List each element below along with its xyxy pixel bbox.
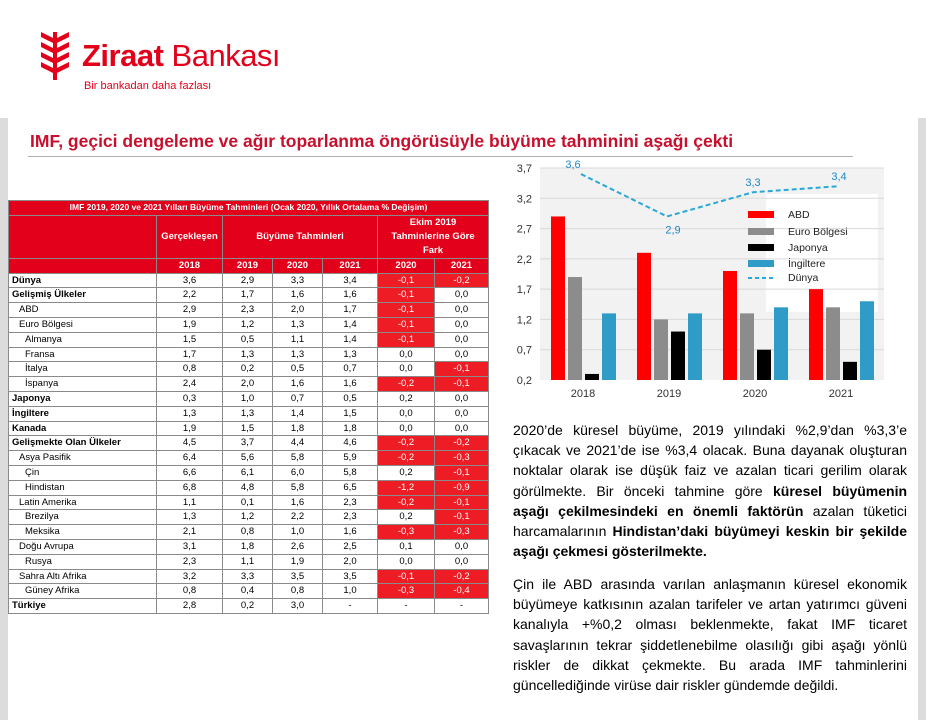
row-value: 0,8 [223, 525, 273, 540]
row-value: 6,4 [157, 451, 223, 466]
row-value: 0,1 [378, 539, 435, 554]
row-value: -0,3 [378, 525, 435, 540]
row-value: 2,0 [223, 377, 273, 392]
row-value: 0,3 [157, 391, 223, 406]
row-label: Euro Bölgesi [9, 317, 157, 332]
growth-bar-chart [496, 158, 896, 410]
row-value: 2,3 [323, 510, 378, 525]
table-row [9, 525, 489, 540]
row-value: 2,9 [157, 303, 223, 318]
bar-abd [723, 271, 737, 380]
row-value: 0,7 [273, 391, 323, 406]
title-divider [28, 156, 853, 157]
row-value: -0,1 [378, 303, 435, 318]
table-row [9, 554, 489, 569]
bar-japonya [671, 332, 685, 380]
row-value: 3,3 [223, 569, 273, 584]
table-corner-cell [9, 215, 157, 258]
row-label: Fransa [9, 347, 157, 362]
table-row [9, 465, 489, 480]
row-value: 1,7 [323, 303, 378, 318]
table-row [9, 347, 489, 362]
row-value: 3,6 [157, 273, 223, 288]
row-value: -0,1 [378, 288, 435, 303]
table-caption: IMF 2019, 2020 ve 2021 Yılları Büyüme Tahminleri (Ocak 2020, Yıllık Ortalama % Değişim) [9, 201, 489, 216]
bar-i̇ngiltere [602, 313, 616, 380]
row-value: 1,7 [223, 288, 273, 303]
table-row [9, 584, 489, 599]
bar-abd [637, 253, 651, 380]
row-value: 1,1 [273, 332, 323, 347]
row-value: - [378, 599, 435, 614]
row-value: 0,0 [435, 347, 489, 362]
row-label: Brezilya [9, 510, 157, 525]
row-value: 1,3 [223, 347, 273, 362]
row-value: 3,0 [273, 599, 323, 614]
row-value: -0,2 [435, 273, 489, 288]
row-value: 2,3 [223, 303, 273, 318]
row-value: 1,6 [323, 377, 378, 392]
x-tick-label: 2018 [570, 388, 596, 400]
year-header: 2020 [273, 258, 323, 273]
year-header: 2019 [223, 258, 273, 273]
legend-swatch [748, 228, 774, 235]
row-value: -0,3 [435, 451, 489, 466]
row-value: -0,1 [378, 273, 435, 288]
table-year-row [9, 258, 489, 273]
table-group-row [9, 215, 489, 258]
row-value: 0,8 [157, 362, 223, 377]
row-value: -0,9 [435, 480, 489, 495]
table-row [9, 317, 489, 332]
line-data-label: 3,3 [745, 177, 761, 190]
ziraat-wheat-logo-icon [38, 30, 72, 82]
table-row [9, 288, 489, 303]
page-title: IMF, geçici dengeleme ve ağır toparlanma öngörüsüyle büyüme tahminini aşağı çekti [30, 131, 734, 151]
legend-swatch [748, 211, 774, 218]
row-value: 0,5 [273, 362, 323, 377]
y-tick-label: 2,2 [516, 253, 532, 266]
row-value: 0,0 [435, 332, 489, 347]
row-value: 0,2 [378, 510, 435, 525]
table-row [9, 495, 489, 510]
row-value: 5,6 [223, 451, 273, 466]
row-value: 0,0 [435, 303, 489, 318]
row-value: 1,5 [157, 332, 223, 347]
row-value: 1,8 [323, 421, 378, 436]
bar-japonya [757, 350, 771, 380]
row-value: 0,0 [435, 539, 489, 554]
y-tick-label: 1,7 [516, 284, 532, 297]
row-value: 0,2 [378, 465, 435, 480]
row-value: -0,1 [435, 495, 489, 510]
row-value: - [323, 599, 378, 614]
row-value: 0,0 [435, 317, 489, 332]
row-label: İngiltere [9, 406, 157, 421]
table-row [9, 569, 489, 584]
year-header: 2020 [378, 258, 435, 273]
row-value: 0,5 [223, 332, 273, 347]
row-value: 0,0 [378, 347, 435, 362]
y-tick-label: 3,2 [516, 193, 532, 206]
table-row [9, 332, 489, 347]
legend-label: Japonya [788, 242, 828, 254]
table-row [9, 599, 489, 614]
row-value: -0,2 [378, 451, 435, 466]
row-value: 1,6 [323, 288, 378, 303]
row-value: 2,2 [273, 510, 323, 525]
row-value: 1,2 [223, 317, 273, 332]
table-row [9, 480, 489, 495]
row-value: 0,0 [378, 554, 435, 569]
row-value: 5,8 [323, 465, 378, 480]
table-row [9, 303, 489, 318]
y-tick-label: 1,2 [516, 314, 532, 327]
row-label: Meksika [9, 525, 157, 540]
table-row [9, 391, 489, 406]
row-value: 5,8 [273, 480, 323, 495]
row-value: 1,1 [223, 554, 273, 569]
row-value: -0,1 [378, 569, 435, 584]
row-value: 1,6 [273, 495, 323, 510]
legend-swatch [748, 260, 774, 267]
row-value: 6,8 [157, 480, 223, 495]
row-value: 3,7 [223, 436, 273, 451]
row-value: 2,6 [273, 539, 323, 554]
year-corner-cell [9, 258, 157, 273]
legend-label: İngiltere [788, 258, 826, 270]
row-value: -0,1 [435, 377, 489, 392]
line-data-label: 2,9 [665, 224, 681, 237]
row-value: 6,6 [157, 465, 223, 480]
row-value: 1,4 [273, 406, 323, 421]
row-value: 1,3 [157, 406, 223, 421]
group-diff-header: Ekim 2019 Tahminlerine Göre Fark [378, 215, 489, 258]
legend-swatch [748, 244, 774, 251]
row-value: 0,8 [157, 584, 223, 599]
row-label: Gelişmiş Ülkeler [9, 288, 157, 303]
row-value: 1,3 [273, 347, 323, 362]
table-caption-row [9, 201, 489, 216]
row-value: -0,3 [378, 584, 435, 599]
row-value: -0,3 [435, 525, 489, 540]
row-value: 5,8 [273, 451, 323, 466]
row-label: Latin Amerika [9, 495, 157, 510]
year-header: 2018 [157, 258, 223, 273]
row-value: 1,3 [273, 317, 323, 332]
row-value: 6,1 [223, 465, 273, 480]
row-value: 0,0 [435, 554, 489, 569]
row-label: Asya Pasifik [9, 451, 157, 466]
bar-i̇ngiltere [688, 313, 702, 380]
bar-i̇ngiltere [774, 307, 788, 380]
line-data-label: 3,4 [831, 171, 847, 184]
row-value: 2,5 [323, 539, 378, 554]
table-row [9, 539, 489, 554]
row-value: 1,3 [323, 347, 378, 362]
table-row [9, 273, 489, 288]
y-tick-label: 3,7 [516, 163, 532, 175]
row-value: -0,2 [435, 569, 489, 584]
row-label: Gelişmekte Olan Ülkeler [9, 436, 157, 451]
row-value: 1,4 [323, 332, 378, 347]
row-value: 1,4 [323, 317, 378, 332]
row-value: 3,5 [323, 569, 378, 584]
row-value: -0,1 [378, 332, 435, 347]
paragraph-2: Çin ile ABD arasında varılan anlaşmanın küresel ekonomik büyümeye katkısının azalan tarifeler ve artan yatırımcı güveni kanalıyla +%0,2 olması beklenmekte, fakat IMF ticaret savaşlarının tekrar şiddetlenebilme olasılığı gibi aşağı yönlü riskler de dikkat çekmekte. Bu arada IMF tahminlerini güncellediğinde virüse dair riskler gündemde değildi. [513, 576, 907, 694]
row-value: 3,5 [273, 569, 323, 584]
row-value: 1,0 [323, 584, 378, 599]
bar-abd [551, 216, 565, 380]
bar-abd [809, 289, 823, 380]
year-header: 2021 [435, 258, 489, 273]
row-value: 0,0 [378, 421, 435, 436]
y-tick-label: 2,7 [516, 223, 532, 236]
row-value: 1,8 [223, 539, 273, 554]
row-label: Almanya [9, 332, 157, 347]
table-row [9, 436, 489, 451]
row-value: -0,2 [378, 436, 435, 451]
row-label: Rusya [9, 554, 157, 569]
row-value: -1,2 [378, 480, 435, 495]
row-value: 6,5 [323, 480, 378, 495]
row-label: ABD [9, 303, 157, 318]
row-value: -0,1 [435, 362, 489, 377]
row-value: 0,2 [378, 391, 435, 406]
row-value: -0,1 [435, 465, 489, 480]
row-value: 3,2 [157, 569, 223, 584]
row-value: - [435, 599, 489, 614]
paragraph-1: 2020’de küresel büyüme, 2019 yılındaki %2,9’dan %3,3’e çıkacak ve 2021’de ise %3,4 olacak. Buna dayanak oluşturan noktalar olarak ise düşük faiz ve azalan ticari gerilim olarak görülmekte. Bir önceki tahmine göre küresel büyümenin aşağı çekilmesindeki en önemli faktörün azalan tüketici harcamalarının Hindistan’daki büyümeyi keskin bir şekilde aşağı çekmesi gösterilmekte. [513, 422, 908, 560]
row-label: Kanada [9, 421, 157, 436]
row-value: 2,4 [157, 377, 223, 392]
group-actual-header: Gerçekleşen [157, 215, 223, 258]
bar-i̇ngiltere [860, 301, 874, 380]
row-value: 1,5 [323, 406, 378, 421]
row-value: 2,3 [323, 495, 378, 510]
row-value: 0,0 [435, 406, 489, 421]
row-label: Çin [9, 465, 157, 480]
row-value: 1,1 [157, 495, 223, 510]
table-row [9, 451, 489, 466]
row-value: 0,5 [323, 391, 378, 406]
row-value: 1,3 [223, 406, 273, 421]
row-value: 2,8 [157, 599, 223, 614]
row-value: 1,5 [223, 421, 273, 436]
row-value: 0,4 [223, 584, 273, 599]
row-value: 1,8 [273, 421, 323, 436]
row-value: 0,0 [435, 391, 489, 406]
row-value: 0,0 [378, 362, 435, 377]
row-value: 5,9 [323, 451, 378, 466]
row-value: 2,3 [157, 554, 223, 569]
brand-tagline: Bir bankadan daha fazlası [84, 80, 212, 92]
bar-euro-bölgesi [740, 313, 754, 380]
row-value: 2,1 [157, 525, 223, 540]
line-data-label: 3,6 [565, 159, 581, 172]
row-value: 0,1 [223, 495, 273, 510]
bar-euro-bölgesi [654, 319, 668, 380]
row-value: 4,4 [273, 436, 323, 451]
row-value: 1,0 [273, 525, 323, 540]
x-tick-label: 2020 [742, 388, 768, 400]
row-value: 1,7 [157, 347, 223, 362]
row-value: 0,7 [323, 362, 378, 377]
row-label: İspanya [9, 377, 157, 392]
row-value: 3,4 [323, 273, 378, 288]
row-value: 2,2 [157, 288, 223, 303]
row-label: Güney Afrika [9, 584, 157, 599]
row-label: Dünya [9, 273, 157, 288]
row-value: 1,9 [157, 421, 223, 436]
row-value: 2,0 [273, 303, 323, 318]
row-value: -0,2 [435, 436, 489, 451]
row-label: Hindistan [9, 480, 157, 495]
table-row [9, 406, 489, 421]
row-value: 0,2 [223, 599, 273, 614]
row-value: -0,1 [435, 510, 489, 525]
y-tick-label: 0,2 [516, 375, 532, 387]
row-value: 1,6 [273, 377, 323, 392]
row-value: 1,6 [273, 288, 323, 303]
header [0, 0, 926, 118]
year-header: 2021 [323, 258, 378, 273]
bar-japonya [843, 362, 857, 380]
row-value: -0,1 [378, 317, 435, 332]
row-value: 4,6 [323, 436, 378, 451]
row-value: 0,0 [378, 406, 435, 421]
group-forecast-header: Büyüme Tahminleri [223, 215, 378, 258]
brand-name: Ziraat Bankası [82, 38, 281, 73]
x-tick-label: 2019 [656, 388, 682, 400]
table-row [9, 377, 489, 392]
row-value: 4,5 [157, 436, 223, 451]
forecast-table [8, 200, 489, 614]
legend-label: Dünya [788, 272, 819, 284]
row-value: 2,0 [323, 554, 378, 569]
legend-label: ABD [788, 209, 810, 221]
row-value: 0,0 [435, 288, 489, 303]
row-value: 3,3 [273, 273, 323, 288]
row-label: Türkiye [9, 599, 157, 614]
x-tick-label: 2021 [828, 388, 854, 400]
row-value: 1,2 [223, 510, 273, 525]
row-value: 1,9 [157, 317, 223, 332]
table-row [9, 362, 489, 377]
row-label: Sahra Altı Afrika [9, 569, 157, 584]
row-value: 4,8 [223, 480, 273, 495]
table-row [9, 421, 489, 436]
row-value: 3,1 [157, 539, 223, 554]
bar-japonya [585, 374, 599, 380]
table-row [9, 510, 489, 525]
legend-label: Euro Bölgesi [788, 226, 848, 238]
bar-euro-bölgesi [826, 307, 840, 380]
row-value: -0,4 [435, 584, 489, 599]
row-value: 6,0 [273, 465, 323, 480]
row-value: 0,0 [435, 421, 489, 436]
row-value: 1,6 [323, 525, 378, 540]
row-value: 1,9 [273, 554, 323, 569]
row-value: 2,9 [223, 273, 273, 288]
row-value: 1,0 [223, 391, 273, 406]
row-value: 0,8 [273, 584, 323, 599]
row-label: Doğu Avrupa [9, 539, 157, 554]
row-label: Japonya [9, 391, 157, 406]
bar-euro-bölgesi [568, 277, 582, 380]
row-value: 1,3 [157, 510, 223, 525]
row-value: -0,2 [378, 495, 435, 510]
y-tick-label: 0,7 [516, 344, 532, 357]
row-label: İtalya [9, 362, 157, 377]
row-value: -0,2 [378, 377, 435, 392]
row-value: 0,2 [223, 362, 273, 377]
